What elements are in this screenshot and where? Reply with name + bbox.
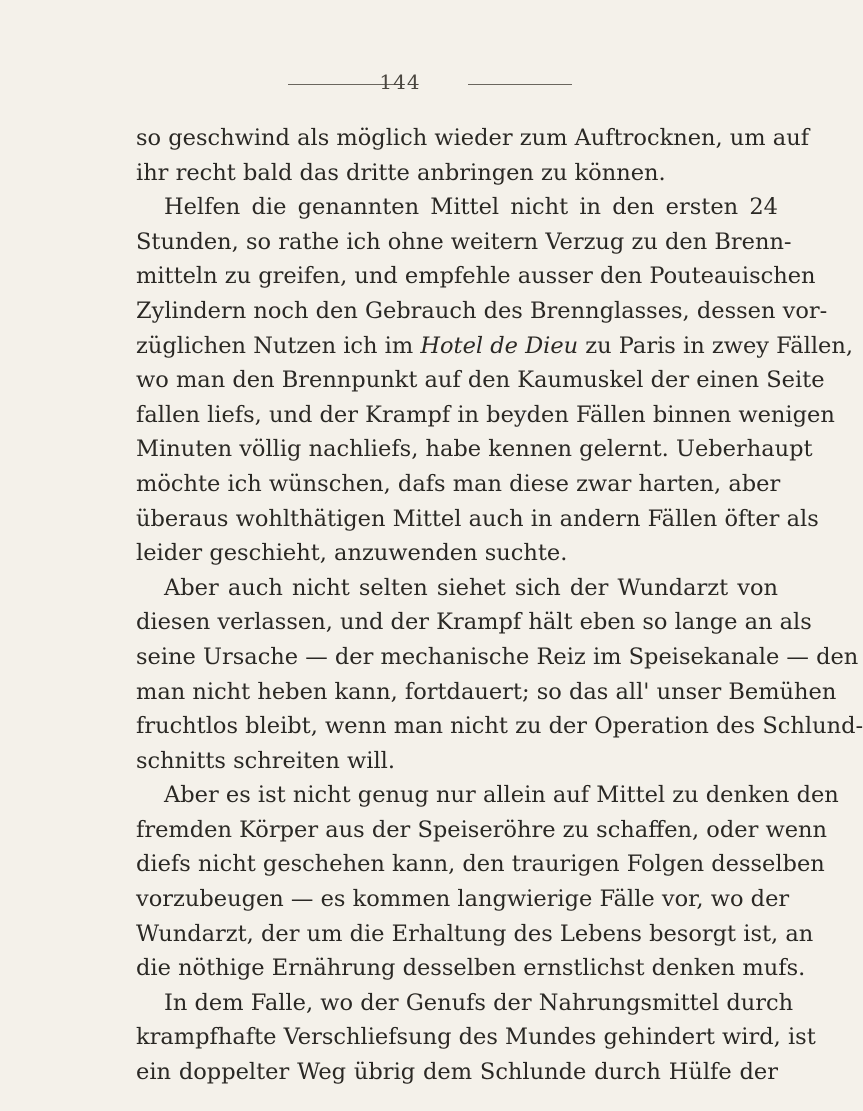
- text-segment: züglichen Nutzen ich im: [136, 332, 421, 359]
- page-number: 144: [379, 70, 421, 94]
- text-line: diefs nicht geschehen kann, den traurigen Folgen desselben: [136, 851, 825, 878]
- text-line: schnitts schreiten will.: [136, 747, 396, 774]
- text-line: seine Ursache — der mechanische Reiz im Speisekanale — den: [136, 643, 859, 670]
- body-text: [136, 121, 863, 1090]
- text-line: die nöthige Ernährung desselben ernstlichst denken mufs.: [136, 955, 806, 982]
- text-line: Aber es ist nicht genug nur allein auf Mittel zu denken den: [164, 782, 839, 809]
- text-line: Minuten völlig nachliefs, habe kennen gelernt. Ueberhaupt: [136, 436, 813, 463]
- text-line: Stunden, so rathe ich ohne weitern Verzug zu den Brenn-: [136, 228, 792, 255]
- text-line: In dem Falle, wo der Genufs der Nahrungsmittel durch: [164, 989, 794, 1016]
- text-line: ihr recht bald das dritte anbringen zu können.: [136, 159, 666, 186]
- text-line: mitteln zu greifen, und empfehle ausser den Pouteauischen: [136, 263, 816, 290]
- page-header: [0, 70, 800, 100]
- text-line: fallen liefs, und der Krampf in beyden Fällen binnen wenigen: [136, 401, 835, 428]
- text-line: leider geschieht, anzuwenden suchte.: [136, 540, 568, 567]
- text-line: fremden Körper aus der Speiseröhre zu schaffen, oder wenn: [136, 816, 828, 843]
- text-line: möchte ich wünschen, dafs man diese zwar harten, aber: [136, 470, 781, 497]
- text-line: Zylindern noch den Gebrauch des Brennglasses, dessen vor-: [136, 297, 828, 324]
- text-line: fruchtlos bleibt, wenn man nicht zu der Operation des Schlund-: [136, 713, 863, 740]
- text-line: Helfen die genannten Mittel nicht in den ersten 24: [164, 194, 778, 221]
- text-line: diesen verlassen, und der Krampf hält eben so lange an als: [136, 609, 812, 636]
- text-line: Wundarzt, der um die Erhaltung des Lebens besorgt ist, an: [136, 920, 814, 947]
- text-line: vorzubeugen — es kommen langwierige Fälle vor, wo der: [136, 886, 790, 913]
- text-line: man nicht heben kann, fortdauert; so das all' unser Bemühen: [136, 678, 837, 705]
- italic-place-name: Hotel de Dieu: [420, 332, 579, 359]
- text-line: wo man den Brennpunkt auf den Kaumuskel der einen Seite: [136, 367, 825, 394]
- text-line-with-italic: [136, 329, 853, 364]
- header-rule-right: [468, 84, 572, 85]
- text-line: überaus wohlthätigen Mittel auch in andern Fällen öfter als: [136, 505, 819, 532]
- text-segment: zu Paris in zwey Fällen,: [578, 332, 853, 359]
- text-line: ein doppelter Weg übrig dem Schlunde durch Hülfe der: [136, 1059, 778, 1086]
- text-line: Aber auch nicht selten siehet sich der Wundarzt von: [164, 574, 778, 601]
- text-line: so geschwind als möglich wieder zum Auftrocknen, um auf: [136, 125, 810, 151]
- text-line: krampfhafte Verschliefsung des Mundes gehindert wird, ist: [136, 1024, 816, 1051]
